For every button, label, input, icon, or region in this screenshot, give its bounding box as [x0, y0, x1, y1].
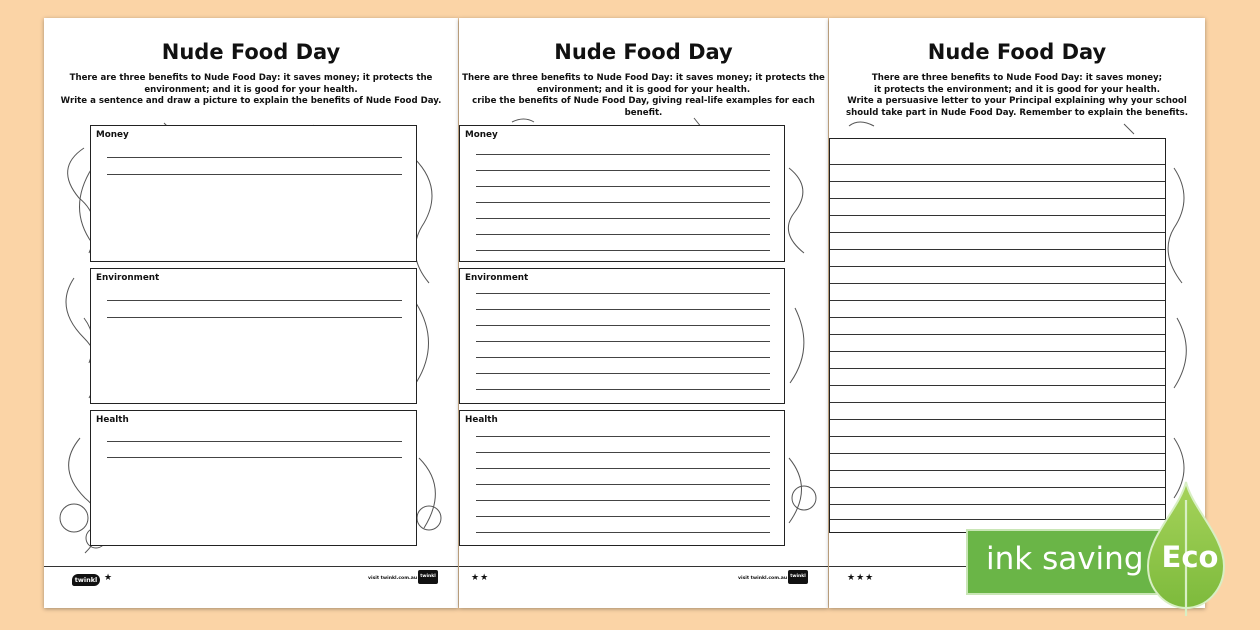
twinkl-badge: twinkl — [418, 570, 438, 584]
writing-line — [830, 215, 1165, 216]
writing-line — [476, 373, 770, 374]
writing-line — [830, 453, 1165, 454]
writing-line — [830, 419, 1165, 420]
worksheet-title: Nude Food Day — [554, 40, 733, 64]
writing-line — [830, 519, 1165, 520]
writing-line — [476, 532, 770, 533]
health-box[interactable] — [459, 410, 785, 546]
writing-line — [476, 468, 770, 469]
writing-line — [830, 504, 1165, 505]
environment-box[interactable] — [459, 268, 785, 404]
writing-line — [107, 457, 402, 458]
environment-label: Environment — [96, 273, 160, 283]
writing-line — [476, 170, 770, 171]
writing-line — [476, 357, 770, 358]
writing-line — [830, 334, 1165, 335]
writing-line — [830, 317, 1165, 318]
footer-rule — [459, 566, 828, 567]
writing-line — [830, 402, 1165, 403]
writing-line — [476, 516, 770, 517]
worksheet-instructions: There are three benefits to Nude Food Day: it saves money; it protects the environment; and it is good for your health. cribe the benefits of Nude Food Day, giving real-life examples for each benefit. — [462, 73, 825, 118]
writing-line — [476, 341, 770, 342]
twinkl-badge: twinkl — [788, 570, 808, 584]
writing-line — [476, 309, 770, 310]
money-box[interactable] — [459, 125, 785, 262]
footer-rule — [44, 566, 458, 567]
money-box[interactable] — [90, 125, 417, 262]
writing-line — [476, 293, 770, 294]
writing-line — [476, 218, 770, 219]
writing-line — [830, 266, 1165, 267]
money-label: Money — [465, 130, 498, 140]
writing-line — [830, 198, 1165, 199]
writing-line — [830, 470, 1165, 471]
writing-line — [476, 452, 770, 453]
writing-line — [107, 300, 402, 301]
writing-line — [830, 351, 1165, 352]
difficulty-stars: ★ — [104, 573, 114, 583]
writing-line — [476, 202, 770, 203]
writing-line — [107, 157, 402, 158]
visit-url: visit twinkl.com.au — [368, 576, 418, 581]
letter-writing-area[interactable] — [829, 138, 1166, 533]
writing-line — [476, 436, 770, 437]
writing-line — [476, 154, 770, 155]
writing-line — [830, 368, 1165, 369]
twinkl-logo: twinkl — [72, 574, 100, 586]
difficulty-stars: ★★ — [471, 573, 490, 583]
writing-line — [476, 500, 770, 501]
environment-box[interactable] — [90, 268, 417, 404]
worksheet-title: Nude Food Day — [927, 40, 1107, 64]
writing-line — [476, 389, 770, 390]
worksheet-2 — [459, 18, 828, 608]
writing-line — [830, 436, 1165, 437]
worksheet-1 — [44, 18, 458, 608]
writing-line — [107, 317, 402, 318]
writing-line — [830, 487, 1165, 488]
environment-label: Environment — [465, 273, 529, 283]
writing-line — [476, 234, 770, 235]
writing-line — [476, 250, 770, 251]
ink-saving-text: ink saving — [986, 541, 1144, 577]
writing-line — [830, 283, 1165, 284]
health-label: Health — [96, 415, 129, 425]
worksheet-title: Nude Food Day — [161, 40, 341, 64]
writing-line — [476, 484, 770, 485]
writing-line — [830, 164, 1165, 165]
writing-line — [476, 325, 770, 326]
writing-line — [830, 249, 1165, 250]
writing-line — [830, 232, 1165, 233]
health-label: Health — [465, 415, 498, 425]
worksheet-instructions: There are three benefits to Nude Food Day: it saves money; it protects the environment; and it is good for your health. Write a persuasive letter to your Principal explaining why your school should take part in Nude Food Day. Remember to explain the benefits. — [846, 73, 1188, 118]
eco-label: Eco — [1161, 540, 1219, 574]
writing-line — [830, 385, 1165, 386]
writing-line — [107, 174, 402, 175]
worksheet-instructions: There are three benefits to Nude Food Day: it saves money; it protects the environment; and it is good for your health. Write a sentence and draw a picture to explain the benefits of Nude Food Day. — [60, 73, 442, 106]
visit-url: visit twinkl.com.au — [738, 576, 788, 581]
money-label: Money — [96, 130, 129, 140]
writing-line — [830, 181, 1165, 182]
writing-line — [476, 186, 770, 187]
writing-line — [830, 300, 1165, 301]
difficulty-stars: ★★★ — [847, 573, 875, 583]
writing-line — [107, 441, 402, 442]
health-box[interactable] — [90, 410, 417, 546]
